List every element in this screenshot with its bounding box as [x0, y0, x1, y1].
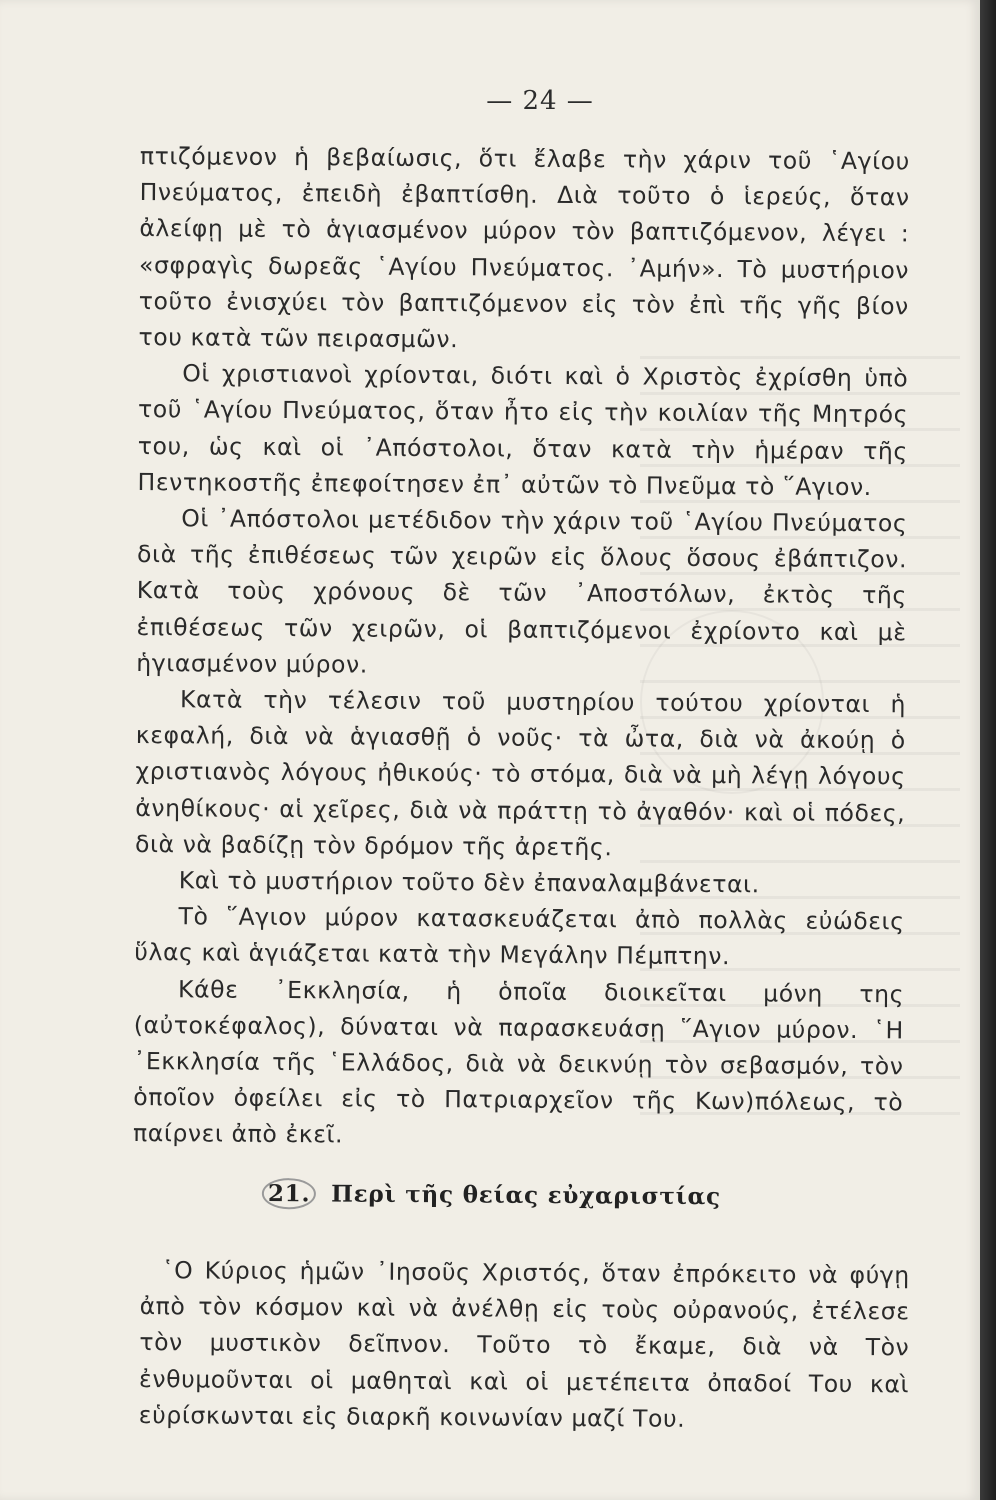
paragraph-1: πτιζόμενον ἡ βεβαίωσις, ὅτι ἔλαβε τὴν χάριν τοῦ ῾Αγίου Πνεύματος, ἐπειδὴ ἐβαπτίσθη. Διὰ τοῦτο ὁ ἱερεύς, ὅταν ἀλείφῃ μὲ τὸ ἁγιασμένον μύρον τὸν βαπτιζόμενον, λέγει : «σφραγὶς δωρεᾶς ῾Αγίου Πνεύματος. ᾿Αμήν». Τὸ μυστήριον τοῦτο ἐνισχύει τὸν βαπτιζόμενον εἰς τὸν ἐπὶ τῆς γῆς βίον του κατὰ τῶν πειρασμῶν. [138, 141, 910, 354]
paragraph-3: Οἱ ᾿Απόστολοι μετέδιδον τὴν χάριν τοῦ ῾Αγίου Πνεύματος διὰ τῆς ἐπιθέσεως τῶν χειρῶν εἰς ὅλους ὅσους ἐβάπτιζον. Κατὰ τοὺς χρόνους δὲ τῶν ᾿Αποστόλων, ἐκτὸς τῆς ἐπιθέσεως τῶν χειρῶν, οἱ βαπτιζόμενοι ἐχρίοντο καὶ μὲ ἡγιασμένον μύρον. [136, 504, 908, 679]
section-title: Περὶ τῆς θείας εὐχαριστίας [331, 1180, 721, 1211]
paragraph-2: Οἱ χριστιανοὶ χρίονται, διότι καὶ ὁ Χριστὸς ἐχρίσθη ὑπὸ τοῦ ῾Αγίου Πνεύματος, ὅταν ἦτο εἰς τὴν κοιλίαν τῆς Μητρός του, ὡς καὶ οἱ ᾿Απόστολοι, ὅταν κατὰ τὴν ἡμέραν τῆς Πεντηκοστῆς ἐπεφοίτησεν ἐπ᾿ αὐτῶν τὸ Πνεῦμα τὸ ῞Αγιον. [137, 359, 909, 501]
paragraph-5: Καὶ τὸ μυστήριον τοῦτο δὲν ἐπαναλαμβάνεται. [178, 866, 760, 899]
section-text [139, 1252, 910, 1438]
paragraph-7: Κάθε ᾿Εκκλησία, ἡ ὁποῖα διοικεῖται μόνη της (αὐτοκέφαλος), δύναται νὰ παρασκευάσῃ ῞Αγιον μύρον. ῾Η ᾿Εκκλησία τῆς ῾Ελλάδος, διὰ νὰ δεικνύῃ τὸν σεβασμόν, τὸν ὁποῖον ὀφείλει εἰς τὸ Πατριαρχεῖον τῆς Κων)πόλεως, τὸ παίρνει ἀπὸ ἐκεῖ. [132, 974, 905, 1149]
section-heading [262, 1178, 822, 1213]
paragraph-4: Κατὰ τὴν τέλεσιν τοῦ μυστηρίου τούτου χρίονται ἡ κεφαλή, διὰ νὰ ἁγιασθῇ ὁ νοῦς· τὰ ὦτα, διὰ νὰ ἀκούῃ ὁ χριστιανὸς λόγους ἠθικούς· τὸ στόμα, διὰ νὰ μὴ λέγῃ λόγους ἀνηθίκους· αἱ χεῖρες, διὰ νὰ πράττῃ τὸ ἀγαθόν· καὶ οἱ πόδες, διὰ νὰ βαδίζῃ τὸν δρόμον τῆς ἀρετῆς. [134, 685, 907, 862]
paragraph-6: Τὸ ῞Αγιον μύρον κατασκευάζεται ἀπὸ πολλὰς εὐώδεις ὕλας καὶ ἁγιάζεται κατὰ τὴν Μεγάλην Πέμπτην. [134, 902, 905, 971]
section-number: 21. [262, 1178, 317, 1209]
section-paragraph-1: ῾Ο Κύριος ἡμῶν ᾿Ιησοῦς Χριστός, ὅταν ἐπρόκειτο νὰ φύγῃ ἀπὸ τὸν κόσμον καὶ νὰ ἀνέλθῃ εἰς τοὺς οὐρανούς, ἐτέλεσε τὸν μυστικὸν δεῖπνον. Τοῦτο τὸ ἔκαμε, διὰ νὰ Τὸν ἐνθυμοῦνται οἱ μαθηταὶ καὶ οἱ μετέπειτα ὀπαδοί Του καὶ εὑρίσκωνται εἰς διαρκῆ κοινωνίαν μαζί Του. [138, 1256, 910, 1433]
page-number: — 24 — [486, 86, 594, 116]
binding-edge [980, 0, 996, 1500]
main-text [133, 138, 910, 1157]
